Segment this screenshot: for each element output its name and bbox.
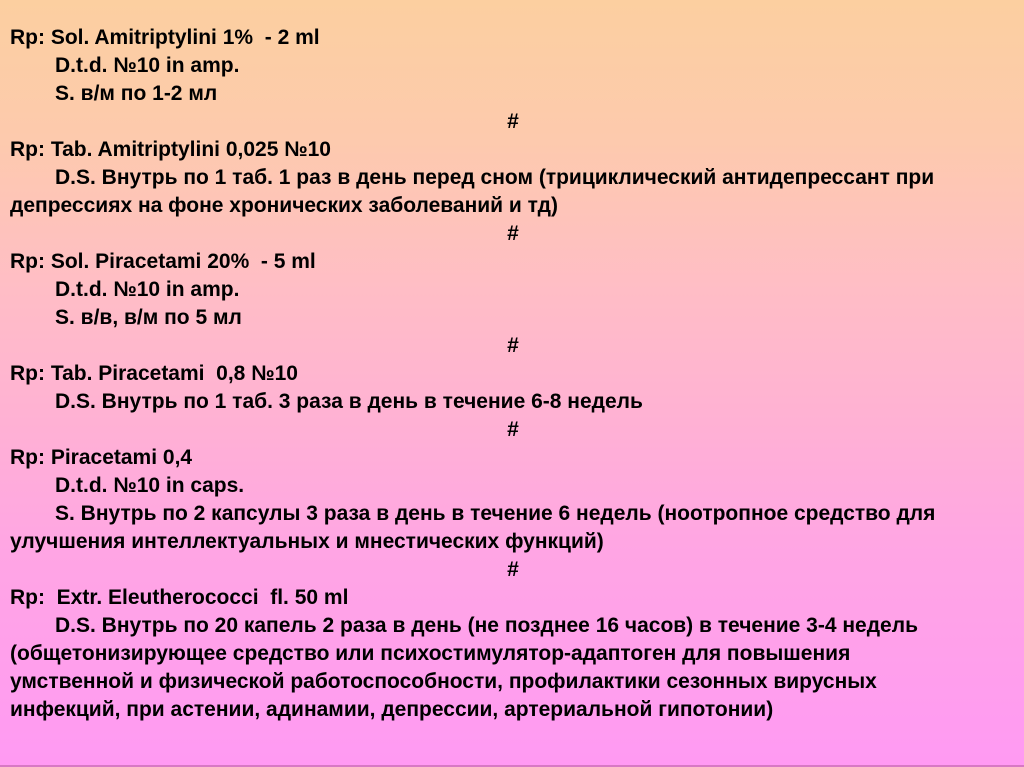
prescription-line: D.S. Внутрь по 1 таб. 3 раза в день в течение 6-8 недель (55, 390, 643, 413)
prescription-line: Rp: Piracetami 0,4 (10, 446, 193, 469)
prescription-line: S. в/м по 1-2 мл (55, 82, 218, 105)
prescription-line: Rp: Extr. Eleutherococci fl. 50 ml (10, 586, 349, 609)
prescription-line: S. Внутрь по 2 капсулы 3 раза в день в течение 6 недель (ноотропное средство для (55, 502, 936, 525)
prescription-line: депрессиях на фоне хронических заболеваний и тд) (10, 194, 558, 217)
separator-hash: # (507, 418, 519, 441)
separator-hash: # (507, 334, 519, 357)
prescription-line: D.t.d. №10 in amp. (55, 278, 240, 301)
prescription-line: улучшения интеллектуальных и мнестических функций) (10, 530, 604, 553)
prescription-line: Rp: Sol. Piracetami 20% - 5 ml (10, 250, 316, 273)
prescription-line: Rp: Tab. Piracetami 0,8 №10 (10, 362, 298, 385)
prescription-line: D.S. Внутрь по 20 капель 2 раза в день (не позднее 16 часов) в течение 3-4 недель (55, 614, 918, 637)
prescription-line: D.t.d. №10 in amp. (55, 54, 240, 77)
prescription-line: D.S. Внутрь по 1 таб. 1 раз в день перед сном (трициклический антидепрессант при (55, 166, 935, 189)
prescription-line: S. в/в, в/м по 5 мл (55, 306, 242, 329)
prescription-line: (общетонизирующее средство или психостимулятор-адаптоген для повышения (10, 642, 851, 665)
prescription-line: Rp: Tab. Amitriptylini 0,025 №10 (10, 138, 331, 161)
prescription-line: D.t.d. №10 in caps. (55, 474, 245, 497)
separator-hash: # (507, 222, 519, 245)
prescription-line: Rp: Sol. Amitriptylini 1% - 2 ml (10, 26, 320, 49)
prescription-line: умственной и физической работоспособности, профилактики сезонных вирусных (10, 670, 877, 693)
separator-hash: # (507, 110, 519, 133)
separator-hash: # (507, 558, 519, 581)
prescription-line: инфекций, при астении, адинамии, депрессии, артериальной гипотонии) (10, 698, 774, 721)
